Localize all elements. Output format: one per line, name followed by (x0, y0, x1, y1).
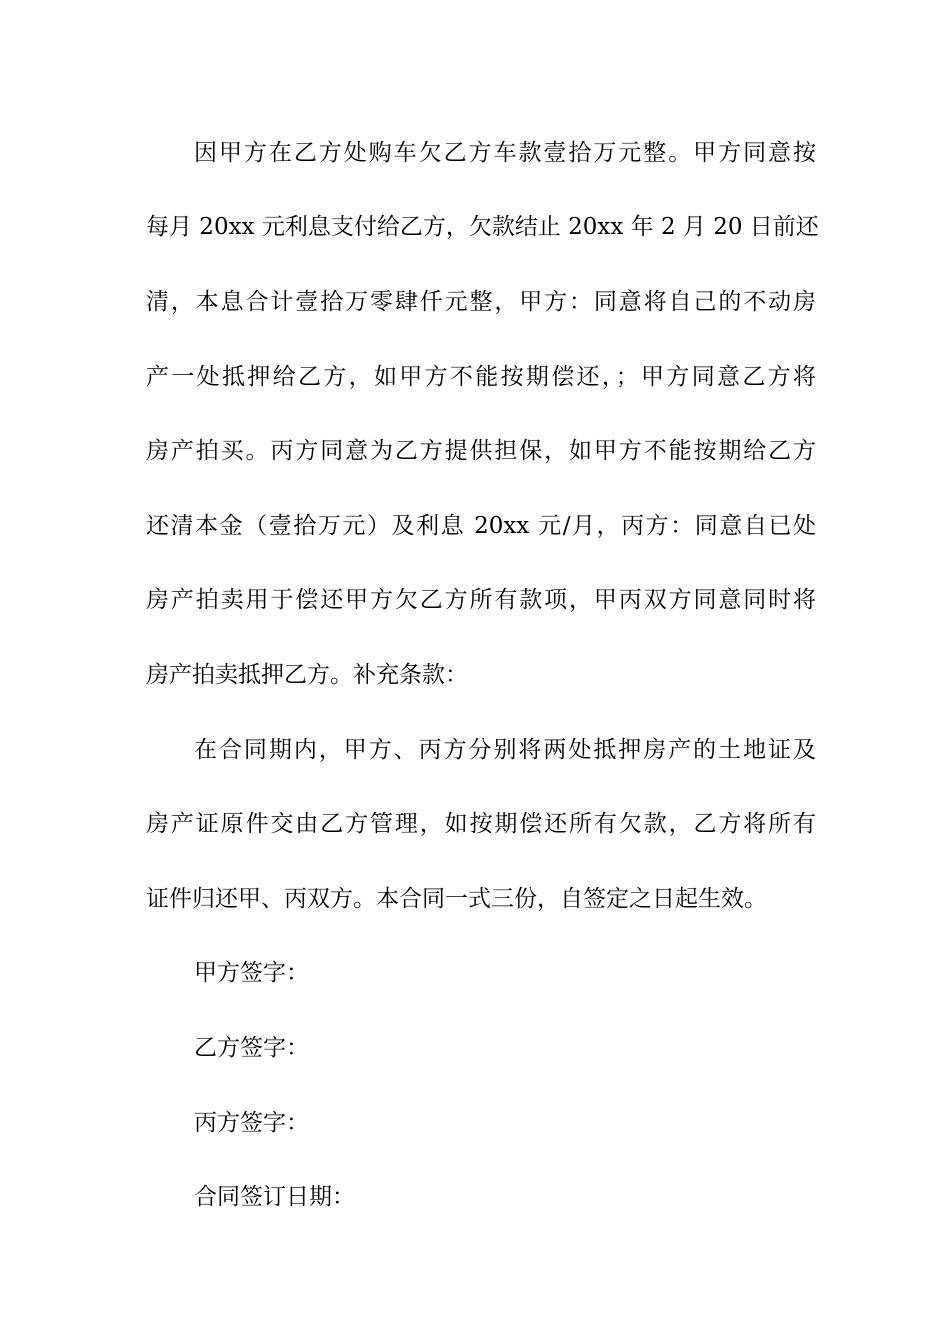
paragraph-line: 房产拍买。丙方同意为乙方提供担保，如甲方不能按期给乙方 (146, 438, 816, 464)
signature-party-b: 乙方签字： (194, 1035, 309, 1061)
paragraph-line: 房产拍卖用于偿还甲方欠乙方所有款项，甲丙双方同意同时将 (146, 587, 816, 613)
signature-party-c: 丙方签字： (194, 1110, 309, 1136)
paragraph-line: 在合同期内，甲方、丙方分别将两处抵押房产的土地证及 (194, 737, 816, 763)
paragraph-line: 因甲方在乙方处购车欠乙方车款壹拾万元整。甲方同意按 (194, 140, 816, 166)
paragraph-line: 每月 20xx 元利息支付给乙方，欠款结止 20xx 年 2 月 20 日前还 (146, 214, 819, 240)
paragraph-line: 证件归还甲、丙双方。本合同一式三份，自签定之日起生效。 (146, 886, 767, 912)
paragraph-line: 产一处抵押给乙方，如甲方不能按期偿还，；甲方同意乙方将 (146, 364, 816, 390)
paragraph-line: 清，本息合计壹拾万零肆仟元整，甲方：同意将自己的不动房 (146, 289, 816, 315)
signature-party-a: 甲方签字： (194, 960, 309, 986)
paragraph-line: 还清本金（壹拾万元）及利息 20xx 元/月，丙方：同意自已处 (146, 513, 816, 539)
signature-date: 合同签订日期： (194, 1184, 355, 1210)
paragraph-line: 房产拍卖抵押乙方。补充条款： (146, 662, 468, 688)
paragraph-line: 房产证原件交由乙方管理，如按期偿还所有欠款，乙方将所有 (146, 811, 816, 837)
